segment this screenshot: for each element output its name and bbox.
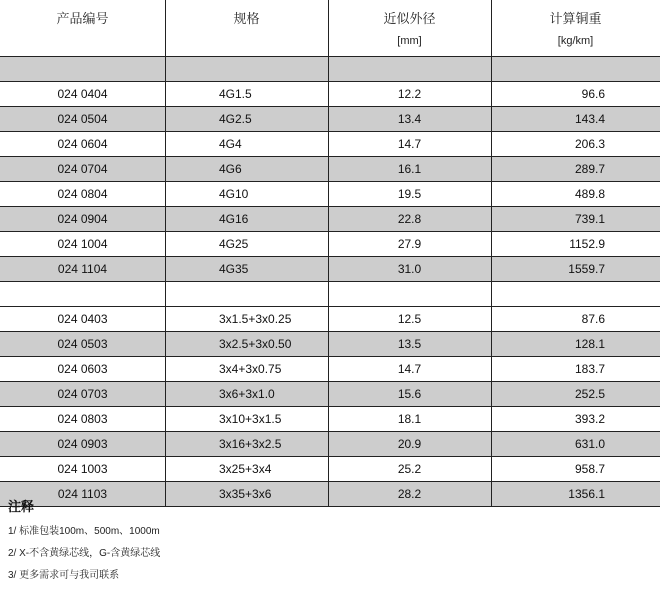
diameter-cell bbox=[328, 307, 491, 331]
diameter-cell bbox=[328, 457, 491, 481]
note-line: 1/ 标准包装100m、500m、1000m bbox=[8, 526, 160, 537]
diameter-cell-text: 31.0 bbox=[397, 262, 422, 276]
diameter-cell-text: 25.2 bbox=[397, 462, 422, 476]
diameter-cell-text: 12.2 bbox=[397, 87, 422, 101]
table-row bbox=[0, 257, 660, 282]
diameter-cell-text: 22.8 bbox=[397, 212, 422, 226]
table-row bbox=[0, 407, 660, 432]
diameter-cell-text: 27.9 bbox=[397, 237, 422, 251]
copper-weight-cell bbox=[491, 107, 660, 131]
product-id-cell bbox=[0, 82, 165, 106]
column-divider bbox=[165, 0, 166, 507]
spec-cell-text: 4G16 bbox=[219, 212, 249, 226]
table-row bbox=[0, 132, 660, 157]
spec-cell-text: 4G25 bbox=[219, 237, 249, 251]
product-id-cell-text: 024 0503 bbox=[57, 337, 108, 351]
header-cell-diameter bbox=[328, 0, 491, 56]
header-spec: 规格 bbox=[233, 11, 260, 26]
diameter-cell bbox=[328, 232, 491, 256]
header-product-id: 产品编号 bbox=[56, 11, 109, 26]
copper-weight-cell-text: 958.7 bbox=[574, 462, 605, 476]
spec-cell-text: 4G10 bbox=[219, 187, 249, 201]
spec-cell-text: 4G35 bbox=[219, 262, 249, 276]
product-id-cell-text: 024 0803 bbox=[57, 412, 108, 426]
table-row bbox=[0, 432, 660, 457]
diameter-cell bbox=[328, 407, 491, 431]
product-id-cell bbox=[0, 157, 165, 181]
diameter-cell-text: 16.1 bbox=[397, 162, 422, 176]
diameter-cell-text: 14.7 bbox=[397, 362, 422, 376]
spec-cell-text: 3x6+3x1.0 bbox=[219, 387, 275, 401]
section-separator-row bbox=[0, 57, 660, 82]
table-row bbox=[0, 232, 660, 257]
diameter-cell-text: 18.1 bbox=[397, 412, 422, 426]
diameter-cell-text: 14.7 bbox=[397, 137, 422, 151]
spec-cell-text: 3x35+3x6 bbox=[219, 487, 272, 501]
copper-weight-cell bbox=[491, 307, 660, 331]
product-id-cell bbox=[0, 332, 165, 356]
note-line: 3/ 更多需求可与我司联系 bbox=[8, 570, 120, 581]
spec-cell bbox=[165, 132, 328, 156]
spec-cell bbox=[165, 82, 328, 106]
copper-weight-cell bbox=[491, 357, 660, 381]
spec-cell-text: 3x4+3x0.75 bbox=[219, 362, 282, 376]
table-row bbox=[0, 207, 660, 232]
header-copper-weight-unit: [kg/km] bbox=[557, 35, 594, 47]
product-id-cell-text: 024 1003 bbox=[57, 462, 108, 476]
product-id-cell bbox=[0, 107, 165, 131]
spec-cell-text: 3x2.5+3x0.50 bbox=[219, 337, 292, 351]
product-id-cell-text: 024 0804 bbox=[57, 187, 108, 201]
table-row bbox=[0, 107, 660, 132]
copper-weight-cell-text: 252.5 bbox=[574, 387, 605, 401]
copper-weight-cell-text: 96.6 bbox=[581, 87, 605, 101]
copper-weight-cell-text: 87.6 bbox=[581, 312, 605, 326]
product-id-cell bbox=[0, 407, 165, 431]
product-id-cell bbox=[0, 182, 165, 206]
copper-weight-cell-text: 739.1 bbox=[574, 212, 605, 226]
table-row bbox=[0, 382, 660, 407]
header-copper-weight: 计算铜重 bbox=[549, 11, 602, 26]
diameter-cell bbox=[328, 332, 491, 356]
spec-cell-text: 3x1.5+3x0.25 bbox=[219, 312, 292, 326]
spec-cell bbox=[165, 382, 328, 406]
header-cell-product-id bbox=[0, 0, 165, 56]
product-id-cell-text: 024 0604 bbox=[57, 137, 108, 151]
diameter-cell-text: 19.5 bbox=[397, 187, 422, 201]
spec-cell bbox=[165, 307, 328, 331]
table-row bbox=[0, 457, 660, 482]
table-row bbox=[0, 307, 660, 332]
copper-weight-cell bbox=[491, 382, 660, 406]
spec-cell bbox=[165, 232, 328, 256]
product-id-cell bbox=[0, 232, 165, 256]
product-id-cell-text: 024 0404 bbox=[57, 87, 108, 101]
table-row bbox=[0, 332, 660, 357]
spec-cell-text: 3x10+3x1.5 bbox=[219, 412, 282, 426]
diameter-cell-text: 28.2 bbox=[397, 487, 422, 501]
spec-cell-text: 3x25+3x4 bbox=[219, 462, 272, 476]
spec-cell-text: 4G2.5 bbox=[219, 112, 252, 126]
copper-weight-cell-text: 143.4 bbox=[574, 112, 605, 126]
product-id-cell bbox=[0, 257, 165, 281]
header-diameter: 近似外径 bbox=[383, 11, 436, 26]
product-id-cell-text: 024 1004 bbox=[57, 237, 108, 251]
product-id-cell-text: 024 0703 bbox=[57, 387, 108, 401]
product-id-cell-text: 024 1103 bbox=[57, 487, 108, 501]
diameter-cell-text: 12.5 bbox=[397, 312, 422, 326]
header-cell-spec bbox=[165, 0, 328, 56]
spec-cell-text: 4G6 bbox=[219, 162, 242, 176]
header-diameter-unit: [mm] bbox=[397, 35, 422, 47]
note-line: 2/ X-不含黄绿芯线，G-含黄绿芯线 bbox=[8, 548, 161, 559]
product-id-cell bbox=[0, 457, 165, 481]
diameter-cell bbox=[328, 432, 491, 456]
copper-weight-cell bbox=[491, 257, 660, 281]
product-id-cell-text: 024 0403 bbox=[57, 312, 108, 326]
diameter-cell bbox=[328, 182, 491, 206]
table-row bbox=[0, 357, 660, 382]
diameter-cell bbox=[328, 157, 491, 181]
spec-cell-text: 4G4 bbox=[219, 137, 242, 151]
spec-cell bbox=[165, 107, 328, 131]
spec-cell bbox=[165, 182, 328, 206]
diameter-cell-text: 20.9 bbox=[397, 437, 422, 451]
table-row bbox=[0, 182, 660, 207]
copper-weight-cell bbox=[491, 82, 660, 106]
copper-weight-cell-text: 206.3 bbox=[574, 137, 605, 151]
diameter-cell bbox=[328, 82, 491, 106]
product-id-cell bbox=[0, 357, 165, 381]
copper-weight-cell-text: 128.1 bbox=[574, 337, 605, 351]
copper-weight-cell-text: 393.2 bbox=[574, 412, 605, 426]
copper-weight-cell-text: 183.7 bbox=[574, 362, 605, 376]
product-id-cell bbox=[0, 432, 165, 456]
table-row bbox=[0, 82, 660, 107]
diameter-cell bbox=[328, 257, 491, 281]
copper-weight-cell-text: 631.0 bbox=[574, 437, 605, 451]
copper-weight-cell-text: 489.8 bbox=[574, 187, 605, 201]
table-group-4g bbox=[0, 82, 660, 282]
copper-weight-cell bbox=[491, 332, 660, 356]
copper-weight-cell bbox=[491, 132, 660, 156]
copper-weight-cell bbox=[491, 457, 660, 481]
spec-cell bbox=[165, 407, 328, 431]
product-id-cell bbox=[0, 132, 165, 156]
spec-cell bbox=[165, 457, 328, 481]
spec-cell bbox=[165, 332, 328, 356]
copper-weight-cell bbox=[491, 432, 660, 456]
column-divider bbox=[491, 0, 492, 507]
product-id-cell-text: 024 0904 bbox=[57, 212, 108, 226]
spec-cell bbox=[165, 257, 328, 281]
product-id-cell bbox=[0, 307, 165, 331]
notes-title: 注释 bbox=[8, 499, 35, 514]
diameter-cell-text: 13.5 bbox=[397, 337, 422, 351]
product-id-cell-text: 024 1104 bbox=[57, 262, 108, 276]
spec-cell bbox=[165, 357, 328, 381]
table-header bbox=[0, 0, 660, 57]
copper-weight-cell-text: 289.7 bbox=[574, 162, 605, 176]
diameter-cell bbox=[328, 107, 491, 131]
diameter-cell bbox=[328, 382, 491, 406]
product-id-cell-text: 024 0903 bbox=[57, 437, 108, 451]
copper-weight-cell bbox=[491, 157, 660, 181]
copper-weight-cell bbox=[491, 207, 660, 231]
diameter-cell bbox=[328, 482, 491, 506]
spec-cell bbox=[165, 432, 328, 456]
copper-weight-cell-text: 1152.9 bbox=[569, 237, 605, 251]
copper-weight-cell bbox=[491, 182, 660, 206]
diameter-cell bbox=[328, 207, 491, 231]
column-divider bbox=[328, 0, 329, 507]
diameter-cell bbox=[328, 357, 491, 381]
table-row bbox=[0, 157, 660, 182]
spec-cell-text: 4G1.5 bbox=[219, 87, 252, 101]
copper-weight-cell-text: 1559.7 bbox=[568, 262, 605, 276]
product-id-cell-text: 024 0504 bbox=[57, 112, 108, 126]
diameter-cell bbox=[328, 132, 491, 156]
product-id-cell bbox=[0, 207, 165, 231]
spec-cell-text: 3x16+3x2.5 bbox=[219, 437, 282, 451]
section-separator-row bbox=[0, 282, 660, 307]
spec-cell bbox=[165, 207, 328, 231]
spec-cell bbox=[165, 157, 328, 181]
header-cell-copper-weight bbox=[491, 0, 660, 56]
copper-weight-cell bbox=[491, 482, 660, 506]
copper-weight-cell bbox=[491, 232, 660, 256]
copper-weight-cell bbox=[491, 407, 660, 431]
copper-weight-cell-text: 1356.1 bbox=[568, 487, 605, 501]
table-group-3x bbox=[0, 307, 660, 507]
product-id-cell-text: 024 0603 bbox=[57, 362, 108, 376]
product-id-cell-text: 024 0704 bbox=[57, 162, 108, 176]
product-id-cell bbox=[0, 382, 165, 406]
spec-cell bbox=[165, 482, 328, 506]
diameter-cell-text: 13.4 bbox=[397, 112, 422, 126]
diameter-cell-text: 15.6 bbox=[397, 387, 422, 401]
notes-section bbox=[8, 496, 160, 592]
